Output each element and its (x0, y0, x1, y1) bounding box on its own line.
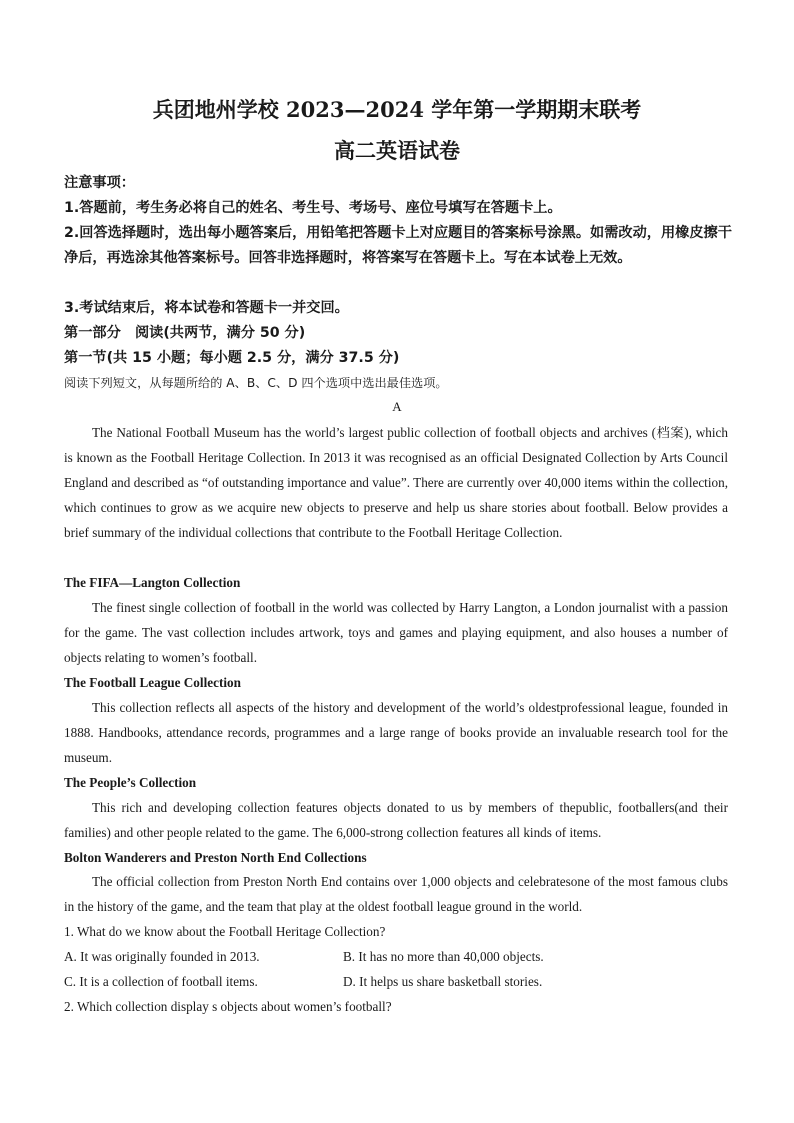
exam-subtitle: 高二英语试卷 (334, 138, 460, 163)
exam-title: 兵团地州学校 2023—2024 学年第一学期期末联考 (152, 97, 642, 122)
collection-heading-3: The People’s Collection (64, 775, 197, 790)
collection-text-1: The finest single collection of football in the world was collected by Harry Langton, a London journalist with a passion for the game. The vast collection includes artwork, toys and games and playing equipment, and also houses a number of objects relating to women’s football. (64, 600, 728, 665)
collection-heading-1: The FIFA—Langton Collection (64, 575, 241, 590)
collection-heading-2: The Football League Collection (64, 675, 241, 690)
question-1-option-d[interactable]: D. It helps us share basketball stories. (343, 974, 543, 989)
collection-heading-4: Bolton Wanderers and Preston North End Collections (64, 850, 367, 865)
question-1-option-c[interactable]: C. It is a collection of football items. (64, 974, 258, 989)
passage-intro: The National Football Museum has the world’s largest public collection of football objects and archives (档案), which is known as the Football Heritage Collection. In 2013 it was recognised as an official Designated Collection by Arts Council England and described as “of outstanding importance and value”. There are currently over 40,000 items within the collection, which continues to grow as we acquire new objects to preserve and help us share stories about football. Below provides a brief summary of the individual collections that contribute to the Football Heritage Collection. (64, 425, 728, 540)
section-instruction: 阅读下列短文，从每题所给的 A、B、C、D 四个选项中选出最佳选项。 (64, 376, 448, 390)
section-subsection: 第一节(共 15 小题；每小题 2.5 分，满分 37.5 分) (64, 350, 400, 366)
question-2-stem: 2. Which collection display s objects about women’s football? (64, 999, 392, 1014)
collection-text-2: This collection reflects all aspects of the history and development of the world’s oldestprofessional league, founded in 1888. Handbooks, attendance records, programmes and a large range of books provide an invaluable research tool for the museum. (64, 700, 728, 765)
question-1-option-a[interactable]: A. It was originally founded in 2013. (64, 949, 260, 964)
notes-item-1: 1.答题前，考生务必将自己的姓名、考生号、考场号、座位号填写在答题卡上。 (64, 200, 562, 216)
question-1-option-b[interactable]: B. It has no more than 40,000 objects. (343, 949, 544, 964)
notes-item-2: 2.回答选择题时，选出每小题答案后，用铅笔把答题卡上对应题目的答案标号涂黑。如需改动，用橡皮擦干净后，再选涂其他答案标号。回答非选择题时，将答案写在答题卡上。写在本试卷上无效。 (64, 225, 732, 266)
collection-text-4: The official collection from Preston North End contains over 1,000 objects and celebratesone of the most famous clubs in the history of the game, and the team that play at the oldest football league ground in the world. (64, 874, 728, 914)
notes-item-3: 3.考试结束后，将本试卷和答题卡一并交回。 (64, 300, 349, 316)
section-part: 第一部分 阅读(共两节，满分 50 分) (64, 325, 306, 341)
passage-label: A (392, 399, 402, 414)
question-1-stem: 1. What do we know about the Football Heritage Collection? (64, 924, 386, 939)
collection-text-3: This rich and developing collection features objects donated to us by members of thepublic, footballers(and their families) and other people related to the game. The 6,000-strong collection features all kinds of items. (64, 800, 728, 840)
notes-heading: 注意事项： (64, 175, 135, 191)
